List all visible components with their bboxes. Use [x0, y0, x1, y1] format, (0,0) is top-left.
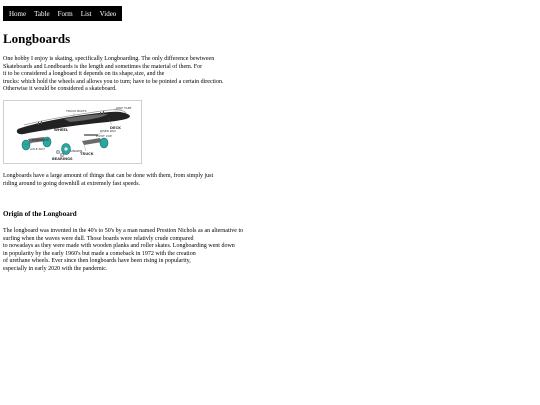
- label-deck: DECK: [110, 126, 121, 130]
- label-truck-bolts: TRUCK BOLTS: [66, 109, 87, 113]
- longboard-anatomy-image: [3, 100, 142, 164]
- label-grip-tape: GRIP TAPE: [116, 106, 132, 110]
- nav-link-home[interactable]: Home: [9, 9, 27, 18]
- label-bearings: BEARINGS: [52, 157, 73, 161]
- label-baseplate: BASEPLATE: [32, 138, 50, 142]
- longboard-anatomy-diagram: [4, 101, 142, 164]
- intro-paragraph: One hobby I enjoy is skating, specifically Longboarding. The only difference bewtween Skateboards and Londboards is the length and sometimes the material of them. For it to be considered a longboard it depends on its shape,size, and the trucks: which hold the wheels and allows you to turn; have to be pointed a certain direction. Otherwise it would be considered a skateboard.: [3, 56, 224, 93]
- label-truck: TRUCK: [80, 152, 94, 156]
- label-wheel: WHEEL: [54, 128, 69, 132]
- origin-paragraph: The longboard was invented in the 40's to 50's by a man named Prestion Nichols as an alternative to surfing when the waves were dull. Those boards were relativly crude compared to nowadays as they were made with wooden planks and roller skates. Longboarding went down in popularity by the early 1960's but made a comeback in 1972 with the creation of urethane wheels. Ever since then longboards have been rising in popularity, especially in early 2020 with the pandemic.: [3, 228, 244, 272]
- page-title: Longboards: [3, 31, 71, 46]
- rear-truck: [82, 138, 102, 145]
- label-riser-pad: RISER PAD: [100, 129, 116, 133]
- label-axle-nut: AXLE NUT: [30, 147, 45, 151]
- nav-link-video[interactable]: Video: [99, 9, 117, 18]
- nav-link-form[interactable]: Form: [57, 9, 73, 18]
- label-kingpin: KINGPIN: [70, 149, 83, 153]
- description-paragraph: Longboards have a large amount of things that can be done with them, from simply just riding around to going downhill at extremely fast speeds.: [3, 173, 214, 187]
- nav-link-table[interactable]: Table: [34, 9, 50, 18]
- label-pivot-cup: PIVOT CUP: [96, 134, 112, 138]
- origin-heading: Origin of the Longboard: [3, 210, 77, 218]
- nav-link-list[interactable]: List: [80, 9, 92, 18]
- top-navigation-bar: [3, 6, 122, 21]
